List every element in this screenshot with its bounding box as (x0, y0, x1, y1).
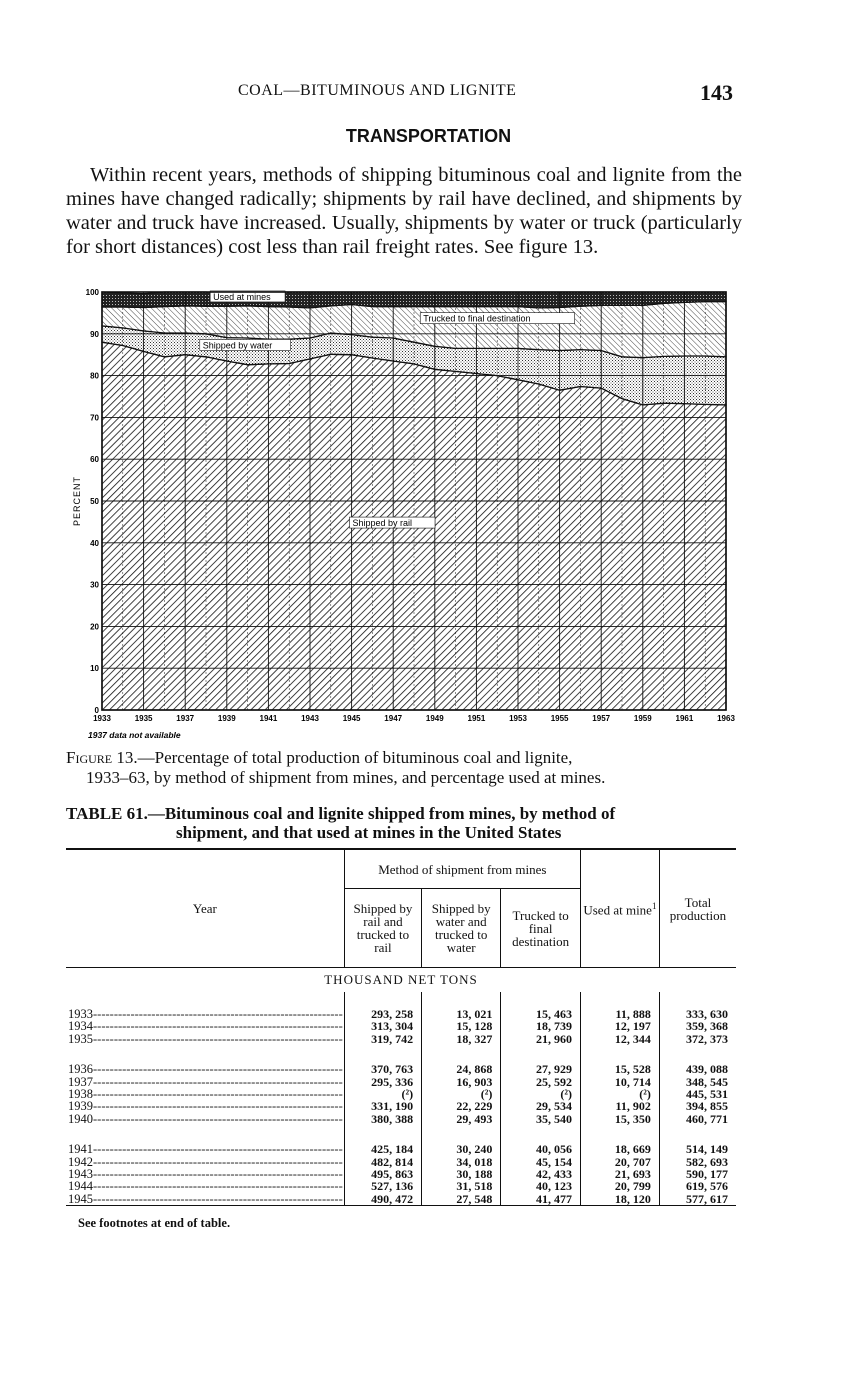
y-tick-label: 80 (90, 371, 99, 381)
col-header-rail: Shipped by rail and trucked to rail (344, 889, 421, 968)
cell-year: 1942------------------------------------------------------------ (68, 1155, 343, 1169)
table-row (66, 1100, 736, 1112)
figure-caption-label: Figure 13. (66, 748, 138, 767)
x-tick-label: 1937 (176, 714, 195, 723)
chart-note: 1937 data not available (88, 730, 181, 740)
cell-water: 16, 903 (422, 1076, 501, 1088)
col-header-total: Total production (659, 849, 736, 968)
cell-total: 333, 630 (659, 992, 736, 1020)
cell-year: 1933------------------------------------------------------------ (68, 1007, 343, 1021)
table-row (66, 992, 736, 1020)
figure-13-chart (60, 285, 780, 745)
running-head: COAL—BITUMINOUS AND LIGNITE (238, 82, 517, 99)
table-row (66, 1125, 736, 1155)
cell-water: 30, 240 (422, 1125, 501, 1155)
x-tick-label: 1941 (259, 714, 278, 723)
cell-used: 11, 902 (580, 1100, 659, 1112)
cell-total: 460, 771 (659, 1113, 736, 1125)
cell-total: 619, 576 (659, 1180, 736, 1192)
figure-caption (66, 748, 742, 788)
y-tick-label: 70 (90, 413, 99, 423)
x-tick-label: 1949 (425, 714, 444, 723)
series-label (420, 313, 574, 324)
cell-year: 1943------------------------------------------------------------ (68, 1168, 343, 1181)
series-label (200, 339, 291, 350)
cell-rail: 380, 388 (344, 1113, 421, 1125)
cell-year: 1936------------------------------------------------------------ (68, 1062, 343, 1076)
col-header-used-label: Used at mine (583, 902, 652, 918)
cell-water: 34, 018 (422, 1156, 501, 1168)
cell-water: 22, 229 (422, 1100, 501, 1112)
y-tick-label: 60 (90, 455, 99, 465)
cell-truck: 41, 477 (501, 1193, 581, 1206)
cell-used: 15, 528 (580, 1045, 659, 1075)
figure-caption-text: —Percentage of total production of bituminous coal and lignite, (137, 748, 573, 767)
cell-used: 15, 350 (580, 1113, 659, 1125)
cell-year: 1941------------------------------------------------------------ (68, 1142, 343, 1156)
cell-water: 24, 868 (422, 1045, 501, 1075)
cell-year: 1945------------------------------------------------------------ (68, 1192, 343, 1206)
x-tick-label: 1959 (633, 714, 652, 723)
cell-water: 27, 548 (422, 1193, 501, 1206)
cell-rail: 527, 136 (344, 1180, 421, 1192)
cell-year: 1934------------------------------------------------------------ (68, 1020, 343, 1033)
cell-total: 445, 531 (659, 1088, 736, 1100)
x-tick-label: 1939 (217, 714, 236, 723)
cell-year: 1944------------------------------------------------------------ (68, 1180, 343, 1193)
cell-used: 11, 888 (580, 992, 659, 1020)
cell-truck: 45, 154 (501, 1156, 581, 1168)
y-tick-label: 0 (94, 706, 99, 715)
cell-total: 577, 617 (659, 1193, 736, 1206)
col-header-year: Year (66, 849, 344, 968)
col-header-truck: Trucked to final destination (501, 889, 581, 968)
page-number: 143 (700, 80, 733, 105)
col-header-method-group: Method of shipment from mines (344, 849, 580, 889)
cell-used: 18, 669 (580, 1125, 659, 1155)
cell-total: 514, 149 (659, 1125, 736, 1155)
x-tick-label: 1951 (467, 714, 486, 723)
x-tick-label: 1957 (592, 714, 611, 723)
cell-rail: 319, 742 (344, 1033, 421, 1045)
data-table (66, 848, 736, 1206)
table-row (66, 1113, 736, 1125)
table-row (66, 1193, 736, 1206)
section-title: TRANSPORTATION (345, 126, 512, 146)
cell-rail: 490, 472 (344, 1193, 421, 1206)
x-tick-label: 1945 (342, 714, 361, 723)
cell-water: 13, 021 (422, 992, 501, 1020)
cell-rail: 482, 814 (344, 1156, 421, 1168)
cell-truck: 15, 463 (501, 992, 581, 1020)
cell-water: 15, 128 (422, 1020, 501, 1032)
cell-rail: 295, 336 (344, 1076, 421, 1088)
figure-caption-text-2: 1933–63, by method of shipment from mines, and percentage used at mines. (86, 768, 606, 787)
y-tick-label: 40 (90, 538, 99, 548)
cell-truck: 18, 739 (501, 1020, 581, 1032)
x-tick-label: 1947 (384, 714, 403, 723)
cell-used: 10, 714 (580, 1076, 659, 1088)
intro-paragraph: Within recent years, methods of shipping bituminous coal and lignite from the mines have changed radically; shipments by rail have declined, and shipments by water and truck have increased. Usually, shipments by water or truck (particularly for short distances) cost less than rail freight rates. See figure 13. (66, 164, 742, 258)
series-label-text: Used at mines (213, 291, 271, 302)
cell-truck: 21, 960 (501, 1033, 581, 1045)
series-label (350, 517, 436, 528)
table-title-line1: TABLE 61.—Bituminous coal and lignite shipped from mines, by method of (66, 804, 616, 823)
cell-used: (²) (580, 1088, 659, 1100)
cell-water: 29, 493 (422, 1113, 501, 1125)
y-tick-label: 20 (90, 622, 99, 632)
cell-year: 1937------------------------------------------------------------ (68, 1075, 343, 1089)
area-chart-svg (60, 285, 780, 745)
y-tick-label: 90 (90, 329, 99, 339)
table-title (66, 804, 742, 842)
cell-truck: 25, 592 (501, 1076, 581, 1088)
y-tick-label: 100 (85, 288, 99, 297)
cell-rail: (²) (344, 1088, 421, 1100)
y-axis-title: PERCENT (72, 475, 82, 527)
x-tick-label: 1935 (134, 714, 153, 723)
table-row (66, 1045, 736, 1075)
cell-truck: 40, 056 (501, 1125, 581, 1155)
x-tick-label: 1955 (550, 714, 569, 723)
y-tick-label: 30 (90, 580, 99, 590)
cell-truck: 42, 433 (501, 1168, 581, 1180)
cell-year: 1938------------------------------------------------------------ (68, 1088, 343, 1101)
col-header-used-note: 1 (651, 901, 657, 912)
cell-water: 18, 327 (422, 1033, 501, 1045)
x-tick-label: 1933 (93, 714, 111, 723)
cell-water: 31, 518 (422, 1180, 501, 1192)
cell-truck: 40, 123 (501, 1180, 581, 1192)
cell-year: 1935------------------------------------------------------------ (68, 1032, 343, 1046)
col-header-water: Shipped by water and trucked to water (422, 889, 501, 968)
cell-rail: 425, 184 (344, 1125, 421, 1155)
cell-used: 12, 344 (580, 1033, 659, 1045)
cell-used: 20, 799 (580, 1180, 659, 1192)
cell-water: 30, 188 (422, 1168, 501, 1180)
table-row (66, 1020, 736, 1032)
cell-truck: (²) (501, 1088, 581, 1100)
y-tick-label: 50 (90, 497, 99, 506)
cell-rail: 331, 190 (344, 1100, 421, 1112)
cell-used: 21, 693 (580, 1168, 659, 1180)
series-label-text: Trucked to final destination (423, 313, 531, 324)
table-row (66, 1180, 736, 1192)
x-tick-label: 1943 (301, 714, 319, 723)
table-title-line2: shipment, and that used at mines in the United States (176, 823, 562, 842)
cell-truck: 35, 540 (501, 1113, 581, 1125)
cell-total: 582, 693 (659, 1156, 736, 1168)
cell-used: 20, 707 (580, 1156, 659, 1168)
cell-used: 18, 120 (580, 1193, 659, 1206)
cell-truck: 27, 929 (501, 1045, 581, 1075)
cell-total: 372, 373 (659, 1033, 736, 1045)
x-tick-label: 1963 (717, 714, 735, 723)
cell-total: 359, 368 (659, 1020, 736, 1032)
x-tick-label: 1961 (675, 714, 694, 723)
table-footnote: See footnotes at end of table. (78, 1216, 231, 1230)
cell-water: (²) (422, 1088, 501, 1100)
cell-rail: 313, 304 (344, 1020, 421, 1032)
table-row (66, 1033, 736, 1045)
cell-rail: 495, 863 (344, 1168, 421, 1180)
cell-total: 394, 855 (659, 1100, 736, 1112)
cell-total: 439, 088 (659, 1045, 736, 1075)
series-label-text: Shipped by rail (352, 518, 413, 529)
cell-total: 590, 177 (659, 1168, 736, 1180)
series-label-text: Shipped by water (202, 340, 273, 351)
col-header-used (580, 849, 659, 968)
y-tick-label: 10 (90, 664, 99, 674)
cell-total: 348, 545 (659, 1076, 736, 1088)
cell-used: 12, 197 (580, 1020, 659, 1032)
cell-rail: 370, 763 (344, 1045, 421, 1075)
cell-rail: 293, 258 (344, 992, 421, 1020)
cell-truck: 29, 534 (501, 1100, 581, 1112)
x-tick-label: 1953 (509, 714, 527, 723)
units-row: THOUSAND NET TONS (66, 968, 736, 993)
cell-year: 1939------------------------------------------------------------ (68, 1100, 343, 1113)
cell-year: 1940------------------------------------------------------------ (68, 1112, 343, 1126)
